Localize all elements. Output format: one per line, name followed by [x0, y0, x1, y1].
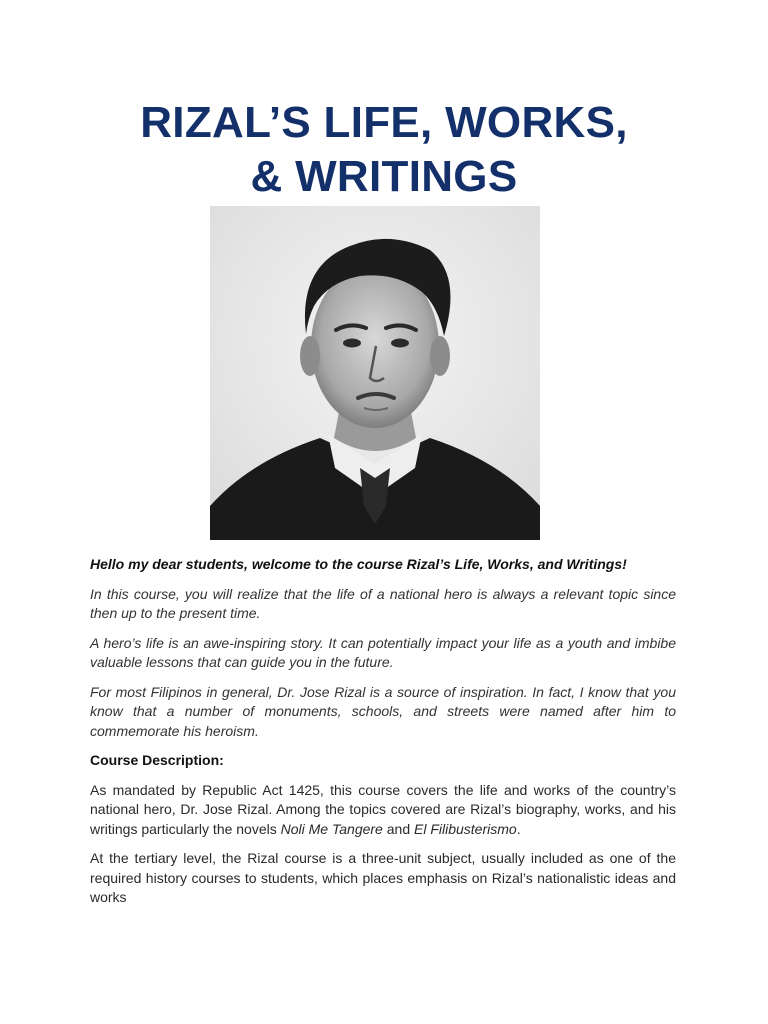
portrait-illustration	[210, 206, 540, 540]
novel-title-fili: El Filibusterismo	[414, 820, 517, 837]
title-line-2: & WRITINGS	[250, 152, 518, 201]
intro-paragraph: A hero’s life is an awe-inspiring story. It can potentially impact your life as a youth and imbibe valuable lessons that can guide you in the future.	[90, 634, 676, 670]
course-description-text: As mandated by Republic Act 1425, this course covers the life and works of the country’s national hero, Dr. Jose Rizal. Among the topics covered are Rizal’s biography, works, and his writings particularly the novels	[90, 781, 676, 837]
intro-paragraph: For most Filipinos in general, Dr. Jose Rizal is a source of inspiration. In fact, I know that you know that a number of monuments, schools, and streets were named after him to commemorate his heroism.	[90, 683, 676, 739]
sentence-end: .	[516, 820, 521, 837]
greeting-text: Hello my dear students, welcome to the course Rizal’s Life, Works, and Writings!	[90, 556, 627, 572]
document-body	[90, 555, 676, 918]
course-description-paragraph: At the tertiary level, the Rizal course is a three-unit subject, usually included as one of the required history courses to students, which places emphasis on Rizal’s nationalistic ideas and works	[90, 850, 676, 905]
course-description-heading: Course Description:	[90, 752, 224, 768]
page-title	[0, 96, 768, 204]
conjunction-text: and	[382, 820, 414, 837]
course-description-paragraph	[90, 781, 676, 840]
novel-title-noli: Noli Me Tangere	[280, 820, 383, 837]
title-line-1: RIZAL’S LIFE, WORKS,	[140, 98, 628, 147]
intro-paragraph: In this course, you will realize that the life of a national hero is always a relevant topic since then up to the present time.	[90, 585, 676, 621]
portrait-photo	[210, 206, 540, 540]
